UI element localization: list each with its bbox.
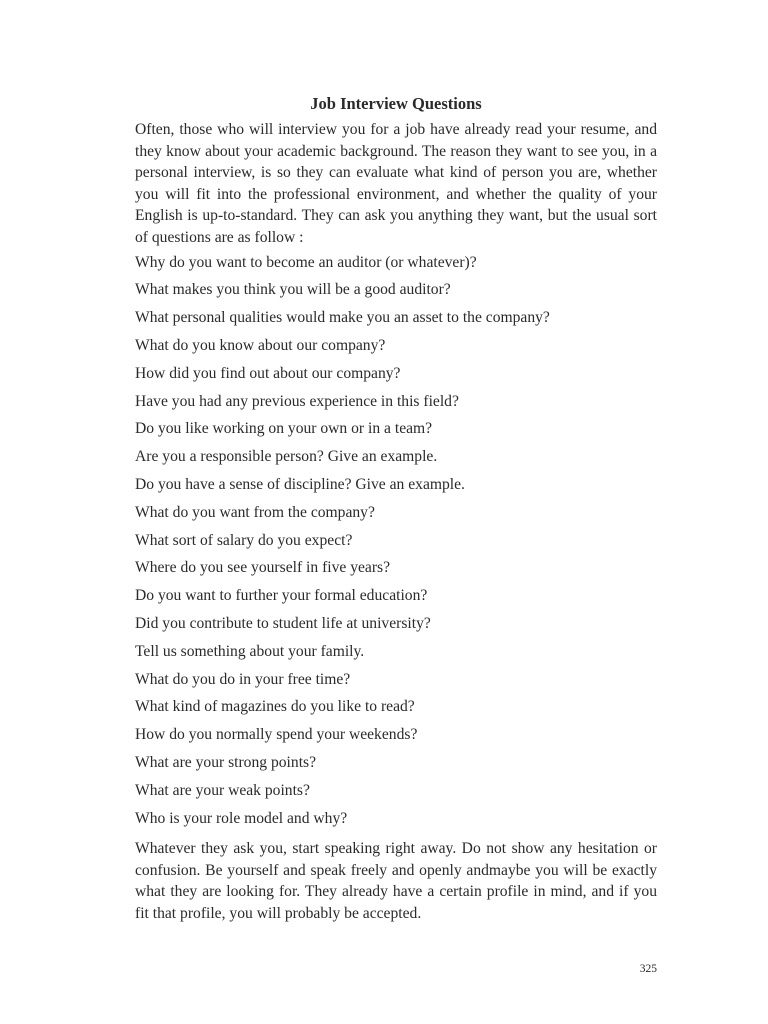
question-item: Do you have a sense of discipline? Give an example.: [135, 475, 465, 493]
question-item: What are your weak points?: [135, 781, 310, 799]
question-item: What do you do in your free time?: [135, 670, 351, 688]
question-item: What kind of magazines do you like to read?: [135, 698, 415, 716]
question-item: Do you want to further your formal education?: [135, 587, 428, 605]
page-title: Job Interview Questions: [310, 94, 482, 113]
question-item: What sort of salary do you expect?: [135, 531, 353, 549]
question-item: Where do you see yourself in five years?: [135, 559, 391, 577]
question-item: What makes you think you will be a good auditor?: [135, 281, 451, 299]
question-list: [135, 253, 657, 837]
question-item: How did you find out about our company?: [135, 364, 401, 382]
question-item: Do you like working on your own or in a team?: [135, 420, 433, 438]
closing-paragraph: Whatever they ask you, start speaking right away. Do not show any hesitation or confusion. Be yourself and speak freely and openly andmaybe you will be exactly what they are looking for. They already have a certain profile in mind, and if you fit that profile, you will probably be accepted.: [135, 840, 657, 923]
page-number: 325: [639, 963, 657, 975]
question-item: What personal qualities would make you an asset to the company?: [135, 309, 550, 327]
question-item: What do you know about our company?: [135, 336, 386, 354]
question-item: Who is your role model and why?: [135, 809, 348, 827]
question-item: Have you had any previous experience in this field?: [135, 392, 459, 410]
question-item: Why do you want to become an auditor (or whatever)?: [135, 253, 477, 271]
question-item: Are you a responsible person? Give an example.: [135, 448, 438, 466]
question-item: Tell us something about your family.: [135, 642, 365, 660]
intro-paragraph: Often, those who will interview you for a job have already read your resume, and they know about your academic background. The reason they want to see you, in a personal interview, is so they can evaluate what kind of person you are, whether you will fit into the professional environment, and whether the quality of your English is up-to-standard. They can ask you anything they want, but the usual sort of questions are as follow :: [135, 121, 657, 246]
question-item: Did you contribute to student life at university?: [135, 614, 431, 632]
document-page: [135, 94, 657, 925]
question-item: How do you normally spend your weekends?: [135, 726, 418, 744]
question-item: What do you want from the company?: [135, 503, 375, 521]
question-item: What are your strong points?: [135, 753, 317, 771]
